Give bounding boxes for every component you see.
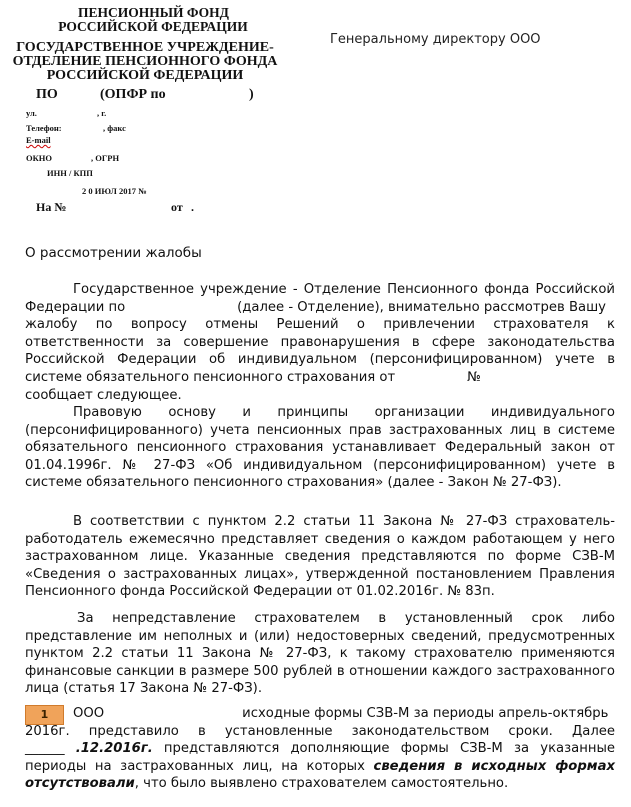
p4-line4: финансовые санкции в размере 500 рублей в отношении каждого застрахованного: [25, 663, 615, 679]
p2-line2: (персонифицированного) учета пенсионных прав застрахованных лиц в системе: [25, 422, 615, 438]
p5-line1: [25, 705, 615, 723]
p1-line3: жалобу по вопросу отмены Решений о привлечении страхователя к: [25, 317, 615, 333]
p1-line6a: системе обязательного пенсионного страхования от: [25, 369, 396, 385]
ref-end: .: [191, 200, 194, 214]
p3-line1: В соответствии с пунктом 2.2 статьи 11 Закона № 27-ФЗ страхователь-: [73, 514, 615, 529]
ogrn-label: , ОГРН: [91, 153, 120, 163]
p2-line1: Правовую основу и принципы организации индивидуального: [73, 405, 615, 420]
p5-line1a: ООО: [73, 706, 105, 721]
org-name-line4: ОТДЕЛЕНИЕ ПЕНСИОННОГО ФОНДА: [12, 54, 278, 69]
p4-line3: пунктом 2.2 статьи 11 Закона № 27-ФЗ, к такому страхователю применяются: [25, 646, 615, 662]
p3-line3: застрахованном лице. Указанные сведения представляются по форме СЗВ-М: [25, 549, 615, 565]
p1-line2a: Федерации по: [25, 299, 126, 315]
opfr-close: ): [249, 87, 254, 102]
p1-line5: Российской Федерации об индивидуальном (персонифицированном) учете в: [25, 352, 615, 368]
p3-line4: «Сведения о застрахованных лицах», утвержденной постановлением Правления: [25, 566, 615, 582]
street-label: ул.: [26, 108, 37, 118]
org-name-line1: ПЕНСИОННЫЙ ФОНД: [78, 5, 229, 20]
p5-line5a: отсутствовали: [25, 776, 135, 792]
p5-line4b: сведения в исходных формах: [373, 758, 615, 774]
opfr-label: (ОПФР по: [100, 87, 166, 102]
addressee: Генеральному директору ООО: [330, 32, 541, 47]
p5-line5b: , что было выявлено страхователем самостоятельно.: [134, 776, 509, 792]
fax-label: , факс: [103, 123, 126, 133]
ref-number-label: На №: [36, 200, 67, 214]
paragraph-5: [25, 705, 615, 793]
org-name-line2: РОССИЙСКОЙ ФЕДЕРАЦИИ: [58, 19, 248, 34]
p1-line2b: (далее - Отделение), внимательно рассмотрев Вашу: [237, 299, 606, 315]
p3-line2: работодатель ежемесячно представляет сведения о каждом работающем у него: [25, 531, 615, 547]
p5-line4a: периоды на застрахованных лиц, на которых: [25, 758, 365, 774]
p4-line1: За непредставление страхователем в установленный срок либо: [77, 611, 615, 626]
p1-line4: ответственности за совершение правонарушения в сфере законодательства: [25, 334, 615, 350]
paragraph-4: [25, 610, 615, 698]
email-label: E-mail: [26, 135, 51, 145]
p3-line5: Пенсионного фонда Российской Федерации от 01.02.2016г. № 83п.: [25, 584, 495, 600]
letter-subject: О рассмотрении жалобы: [25, 245, 202, 261]
p5-line4: [25, 758, 615, 776]
paragraph-2: [25, 404, 615, 492]
p1-line6b: №: [467, 369, 481, 385]
p4-line2: представление им неполных и (или) недостоверных сведений, предусмотренных: [25, 628, 615, 644]
p5-line3a: ______: [25, 741, 65, 757]
p2-line3: обязательного пенсионного страхования устанавливает Федеральный закон от: [25, 440, 615, 456]
p5-line3: [25, 740, 615, 758]
p1-line2: [25, 299, 615, 317]
paragraph-1: [25, 281, 615, 404]
p1-line1: Государственное учреждение - Отделение Пенсионного фонда Российской: [73, 282, 615, 297]
inn-kpp-label: ИНН / КПП: [47, 168, 93, 178]
paragraph-3: [25, 513, 615, 601]
org-name-line3: ГОСУДАРСТВЕННОЕ УЧРЕЖДЕНИЕ-: [16, 40, 274, 55]
city-label: , г.: [97, 108, 107, 118]
p2-line4: 01.04.1996г. № 27-ФЗ «Об индивидуальном (персонифицированном) учете в: [25, 457, 615, 473]
phone-label: Телефон:: [26, 123, 62, 133]
p1-line6: [25, 369, 615, 387]
po-label: ПО: [36, 87, 58, 102]
okno-label: ОКНО: [26, 153, 52, 163]
p5-line1b: исходные формы СЗВ-М за периоды апрель-октябрь: [242, 706, 609, 721]
p4-line5: лица (статья 17 Закона № 27-ФЗ).: [25, 681, 263, 697]
p2-line5: системе обязательного пенсионного страхования» (далее - Закон № 27-ФЗ).: [25, 475, 562, 491]
p5-line3c: представляются дополняющие формы СЗВ-М за указанные: [163, 741, 615, 757]
p5-line5: [25, 775, 615, 793]
org-name-line5: РОССИЙСКОЙ ФЕДЕРАЦИИ: [46, 68, 244, 83]
p5-line3b: .12.2016г.: [75, 741, 153, 757]
letter-date: 2 0 ИЮЛ 2017 №: [82, 186, 147, 196]
ref-from-label: от: [171, 200, 183, 214]
p1-line7: сообщает следующее.: [25, 387, 182, 403]
comment-marker[interactable]: 1: [25, 705, 64, 725]
p5-line2: 2016г. представило в установленные законодательством сроки. Далее: [25, 723, 615, 739]
